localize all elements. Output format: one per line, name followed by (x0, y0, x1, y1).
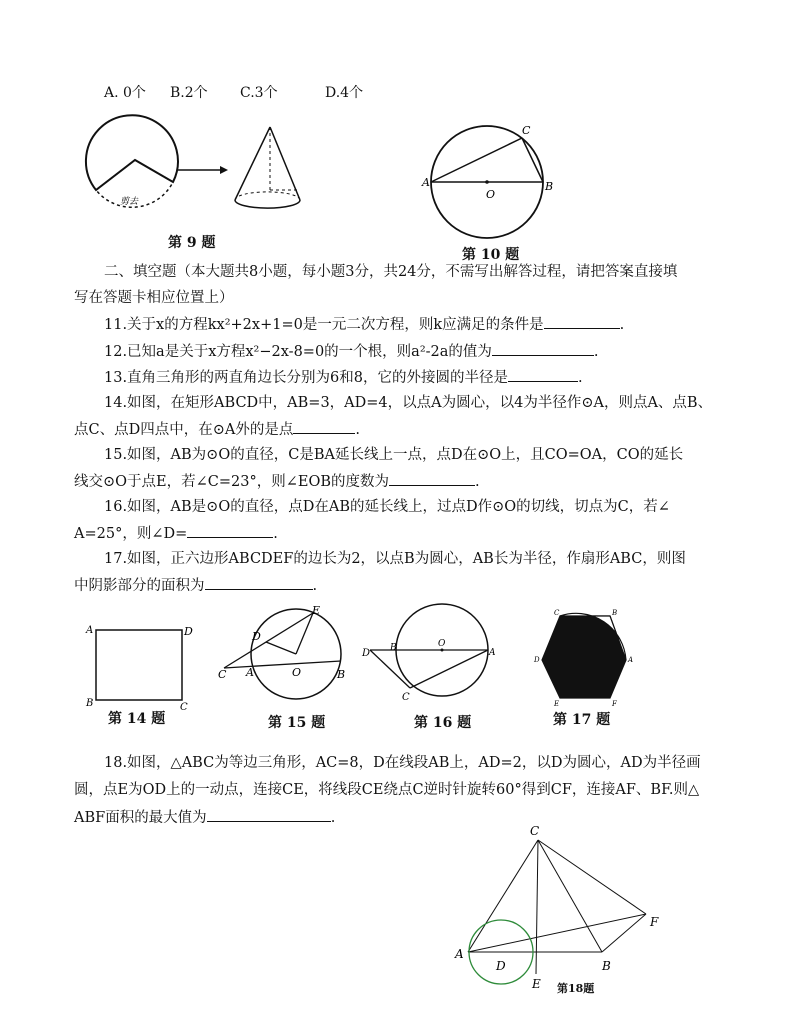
label-b: B (602, 959, 611, 973)
question-18-line1: 18.如图，△ABC为等边三角形，AC=8，D在线段AB上，AD=2，以D为圆心，AD为半径画 (104, 755, 701, 771)
label-b: B (337, 668, 346, 681)
answer-blank-15[interactable] (389, 471, 475, 486)
choice-b: B.2个 (170, 85, 208, 101)
label-e: E (554, 700, 560, 708)
caption-q16: 第 16 题 (414, 715, 472, 731)
label-a: A (455, 947, 464, 961)
label-b: B (86, 698, 94, 709)
figure-10 (420, 118, 560, 248)
question-11: 11.关于x的方程kx²+2x+1=0是一元二次方程，则k应满足的条件是 . (104, 314, 624, 335)
question-16-line1: 16.如图，AB是⊙O的直径，点D在AB的延长线上，过点D作⊙O的切线，切点为C，若∠ (104, 499, 670, 515)
answer-blank-13[interactable] (508, 367, 578, 382)
caption-q10: 第 10 题 (462, 247, 520, 263)
label-e: E (532, 977, 541, 991)
label-d: D (184, 625, 193, 638)
label-a: A (86, 625, 94, 636)
answer-blank-11[interactable] (544, 314, 620, 329)
label-o: O (292, 666, 302, 679)
figure-17 (526, 608, 636, 708)
label-b: B (612, 609, 618, 617)
label-b: B (390, 643, 397, 653)
label-c: C (402, 692, 410, 703)
section-header-line1: 二、填空题（本大题共8小题，每小题3分，共24分，不需写出解答过程，请把答案直接填 (104, 264, 678, 280)
figure-15 (216, 606, 356, 706)
label-a: A (246, 666, 254, 679)
caption-q18: 第18题 (557, 982, 595, 995)
question-15-line1: 15.如图，AB为⊙O的直径，C是BA延长线上一点，点D在⊙O上，且CO=OA，CO的延长 (104, 447, 684, 463)
label-f: F (612, 700, 617, 708)
question-17-line1: 17.如图，正六边形ABCDEF的边长为2，以点B为圆心，AB长为半径，作扇形ABC，则图 (104, 551, 686, 567)
label-d: D (496, 959, 506, 973)
choice-c: C.3个 (240, 85, 278, 101)
label-o: O (486, 188, 496, 201)
question-17-line2: 中阴影部分的面积为 . (74, 575, 317, 596)
label-c: C (530, 824, 540, 838)
answer-blank-16[interactable] (187, 523, 273, 538)
caption-q15: 第 15 题 (268, 715, 326, 731)
label-c: C (218, 668, 227, 681)
cut-label: 剪去 (120, 197, 139, 207)
question-13: 13.直角三角形的两直角边长分别为6和8，它的外接圆的半径是 . (104, 367, 583, 388)
label-c: C (522, 124, 531, 137)
question-14-line1: 14.如图，在矩形ABCD中，AB=3，AD=4，以点A为圆心，以4为半径作⊙A，则点A、点B、 (104, 395, 713, 411)
caption-q9: 第 9 题 (168, 235, 216, 251)
label-c: C (180, 702, 188, 713)
caption-q14: 第 14 题 (108, 711, 166, 727)
label-b: B (545, 180, 554, 193)
section-header-line2: 写在答题卡相应位置上） (74, 290, 234, 306)
label-d: D (534, 656, 540, 664)
answer-blank-12[interactable] (492, 341, 594, 356)
label-d: D (252, 630, 261, 643)
figure-18 (450, 822, 680, 998)
label-e: E (312, 604, 321, 617)
question-14-line2: 点C、点D四点中，在⊙A外的是点 . (74, 419, 360, 440)
label-f: F (650, 915, 659, 929)
label-c: C (554, 609, 560, 617)
figure-14 (84, 618, 196, 714)
label-a: A (422, 176, 430, 189)
label-d: D (362, 648, 371, 659)
question-16-line2: A=25°，则∠D= . (74, 523, 278, 544)
label-o: O (438, 639, 446, 649)
question-18-line2: 圆，点E为OD上的一动点，连接CE，将线段CE绕点C逆时针旋转60°得到CF，连接AF、BF.则△ (74, 782, 700, 798)
answer-blank-14[interactable] (293, 419, 355, 434)
figure-9 (80, 112, 310, 232)
question-18-line3: ABF面积的最大值为 . (74, 807, 335, 828)
figure-16 (360, 606, 500, 706)
label-a: A (628, 656, 634, 664)
caption-q17: 第 17 题 (553, 712, 611, 728)
answer-blank-17[interactable] (205, 575, 313, 590)
answer-blank-18[interactable] (207, 807, 331, 822)
choice-d: D.4个 (325, 85, 364, 101)
choice-a: A. 0个 (104, 85, 146, 101)
label-a: A (489, 648, 496, 658)
question-15-line2: 线交⊙O于点E，若∠C=23°，则∠EOB的度数为 . (74, 471, 480, 492)
question-12: 12.已知a是关于x方程x²−2x-8=0的一个根，则a²-2a的值为 . (104, 341, 599, 362)
